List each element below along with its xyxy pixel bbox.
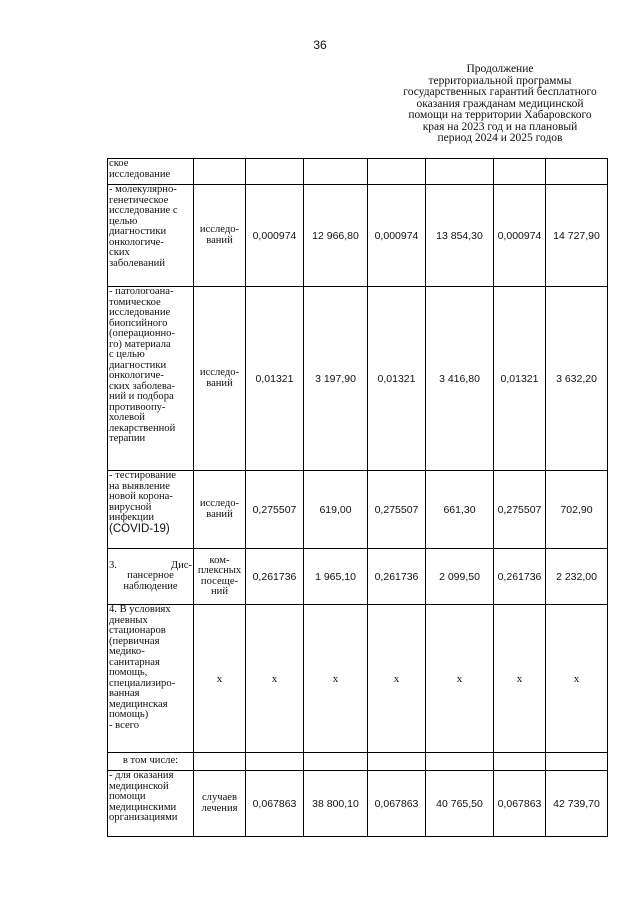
desc-line: медицинскими xyxy=(109,801,177,813)
table-row xyxy=(108,549,608,605)
desc-line: помощь) xyxy=(109,709,149,720)
row-description xyxy=(108,753,194,771)
program-table xyxy=(107,158,608,837)
desc-line: исследование xyxy=(109,168,171,180)
unit-cell xyxy=(194,185,246,287)
unit-line: исследо- xyxy=(199,498,240,509)
desc-line: (COVID-19) xyxy=(109,522,170,535)
unit-line: ний xyxy=(210,586,228,597)
desc-line: помощь, xyxy=(109,667,148,678)
table-row xyxy=(108,605,608,753)
value-cell xyxy=(494,159,546,185)
value-cell xyxy=(246,753,304,771)
desc-line: - для оказания xyxy=(109,770,174,781)
desc-line: организациями xyxy=(109,812,178,823)
desc-line: специализиро- xyxy=(109,677,176,689)
unit-cell: х xyxy=(194,605,246,753)
value-cell: 619,00 xyxy=(304,471,368,549)
value-cell xyxy=(426,753,494,771)
desc-line: биопсийного xyxy=(109,317,168,329)
desc-line: медицинской xyxy=(109,780,169,792)
value-cell: х xyxy=(494,605,546,753)
value-cell xyxy=(304,159,368,185)
value-cell: 0,01321 xyxy=(368,287,426,471)
desc-line: - молекулярно- xyxy=(109,184,177,195)
desc-line: 4. В условиях xyxy=(109,604,171,615)
table-row xyxy=(108,159,608,185)
value-cell: х xyxy=(546,605,608,753)
value-cell: 0,275507 xyxy=(368,471,426,549)
unit-line: ком- xyxy=(209,554,230,566)
continuation-header xyxy=(380,64,620,145)
desc-line: ских xyxy=(109,247,130,258)
value-cell: 1 965,10 xyxy=(304,549,368,605)
header-line: территориальной программы xyxy=(428,74,572,87)
desc-line: дневных xyxy=(109,614,148,626)
unit-line: плексных xyxy=(197,565,242,576)
value-cell: 2 232,00 xyxy=(546,549,608,605)
value-cell xyxy=(546,753,608,771)
desc-line: - патологоана- xyxy=(109,286,174,297)
desc-line: исследование с xyxy=(109,205,178,216)
value-cell: 3 632,20 xyxy=(546,287,608,471)
value-cell: 0,01321 xyxy=(246,287,304,471)
desc-line: ское xyxy=(109,158,129,169)
value-cell: 42 739,70 xyxy=(546,771,608,837)
value-cell: 12 966,80 xyxy=(304,185,368,287)
header-line: помощи на территории Хабаровского xyxy=(408,109,592,121)
table-row xyxy=(108,771,608,837)
desc-line: ских заболева- xyxy=(109,380,175,392)
value-cell xyxy=(494,753,546,771)
unit-line: исследо- xyxy=(199,367,240,378)
desc-line: 3. Дис- xyxy=(109,559,192,571)
value-cell: х xyxy=(246,605,304,753)
desc-line: в том числе: xyxy=(122,755,179,767)
unit-cell xyxy=(194,753,246,771)
table-row xyxy=(108,753,608,771)
value-cell xyxy=(426,159,494,185)
value-cell xyxy=(368,159,426,185)
row-description xyxy=(108,159,194,185)
row-description xyxy=(108,471,194,549)
desc-line: ванная xyxy=(109,688,140,699)
header-line: края на 2023 год и на плановый xyxy=(422,120,578,133)
value-cell: 0,261736 xyxy=(246,549,304,605)
desc-line: томическое xyxy=(109,296,161,308)
unit-cell xyxy=(194,471,246,549)
row-description xyxy=(108,185,194,287)
value-cell: х xyxy=(368,605,426,753)
desc-line: с целью xyxy=(109,349,145,360)
value-cell xyxy=(368,753,426,771)
value-cell: 0,000974 xyxy=(246,185,304,287)
value-cell: 0,067863 xyxy=(368,771,426,837)
value-cell: 40 765,50 xyxy=(426,771,494,837)
value-cell: 3 416,80 xyxy=(426,287,494,471)
unit-line: исследо- xyxy=(199,224,240,235)
desc-line: (операционно- xyxy=(109,328,175,339)
unit-cell xyxy=(194,159,246,185)
value-cell: х xyxy=(304,605,368,753)
desc-line: наблюдение xyxy=(123,580,178,592)
row-description xyxy=(108,605,194,753)
value-cell: 661,30 xyxy=(426,471,494,549)
value-cell: 0,067863 xyxy=(246,771,304,837)
desc-line: противоопу- xyxy=(109,401,166,413)
desc-line: холевой xyxy=(109,412,145,423)
header-line: период 2024 и 2025 годов xyxy=(437,132,563,144)
desc-line: лекарственной xyxy=(109,422,176,434)
row-description xyxy=(108,549,194,605)
desc-line: (первичная xyxy=(109,635,160,647)
header-line: Продолжение xyxy=(466,63,534,75)
row-description xyxy=(108,771,194,837)
unit-cell xyxy=(194,771,246,837)
value-cell: 0,275507 xyxy=(494,471,546,549)
desc-line: диагностики xyxy=(109,359,167,371)
desc-line: медицинская xyxy=(109,698,168,710)
desc-line: - тестирование xyxy=(109,470,176,481)
desc-line: онкологиче- xyxy=(109,370,164,381)
value-cell: 38 800,10 xyxy=(304,771,368,837)
table-row xyxy=(108,287,608,471)
value-cell: 13 854,30 xyxy=(426,185,494,287)
desc-line: диагностики xyxy=(109,226,167,237)
desc-line: новой корона- xyxy=(109,491,173,502)
desc-line: онкологиче- xyxy=(109,236,164,248)
value-cell: 0,000974 xyxy=(494,185,546,287)
desc-line: пансерное xyxy=(127,570,174,582)
desc-line: стационаров xyxy=(109,625,166,636)
desc-line: го) материала xyxy=(109,338,171,350)
unit-line: ваний xyxy=(206,377,233,389)
desc-line: исследование xyxy=(109,307,171,318)
header-line: государственных гарантий бесплатного xyxy=(403,86,597,98)
unit-line: ваний xyxy=(206,234,233,246)
desc-line: вирусной xyxy=(109,501,152,513)
desc-line: медико- xyxy=(109,646,145,657)
value-cell: 0,261736 xyxy=(368,549,426,605)
header-line: оказания гражданам медицинской xyxy=(416,97,584,110)
value-cell xyxy=(246,159,304,185)
desc-line: целью xyxy=(109,215,138,227)
value-cell: 0,261736 xyxy=(494,549,546,605)
value-cell: 702,90 xyxy=(546,471,608,549)
unit-line: ваний xyxy=(206,508,233,520)
unit-line: посеще- xyxy=(200,575,239,587)
desc-line: - всего xyxy=(109,719,140,731)
table-row xyxy=(108,471,608,549)
value-cell xyxy=(546,159,608,185)
desc-line: помощи xyxy=(109,791,146,802)
value-cell: 14 727,90 xyxy=(546,185,608,287)
value-cell: х xyxy=(426,605,494,753)
value-cell xyxy=(304,753,368,771)
desc-line: ний и подбора xyxy=(109,391,174,402)
unit-cell xyxy=(194,287,246,471)
unit-line: случаев xyxy=(201,792,238,803)
desc-line: терапии xyxy=(109,433,146,444)
value-cell: 0,275507 xyxy=(246,471,304,549)
table-row xyxy=(108,185,608,287)
desc-line: санитарная xyxy=(109,656,160,668)
value-cell: 0,01321 xyxy=(494,287,546,471)
unit-cell xyxy=(194,549,246,605)
value-cell: 0,000974 xyxy=(368,185,426,287)
page-number: 36 xyxy=(313,38,327,52)
value-cell: 3 197,90 xyxy=(304,287,368,471)
unit-line: лечения xyxy=(201,802,238,814)
row-description xyxy=(108,287,194,471)
desc-line: на выявление xyxy=(109,480,170,492)
desc-line: инфекции xyxy=(109,512,155,523)
value-cell: 2 099,50 xyxy=(426,549,494,605)
value-cell: 0,067863 xyxy=(494,771,546,837)
desc-line: заболеваний xyxy=(109,257,165,269)
desc-line: генетическое xyxy=(109,194,169,206)
